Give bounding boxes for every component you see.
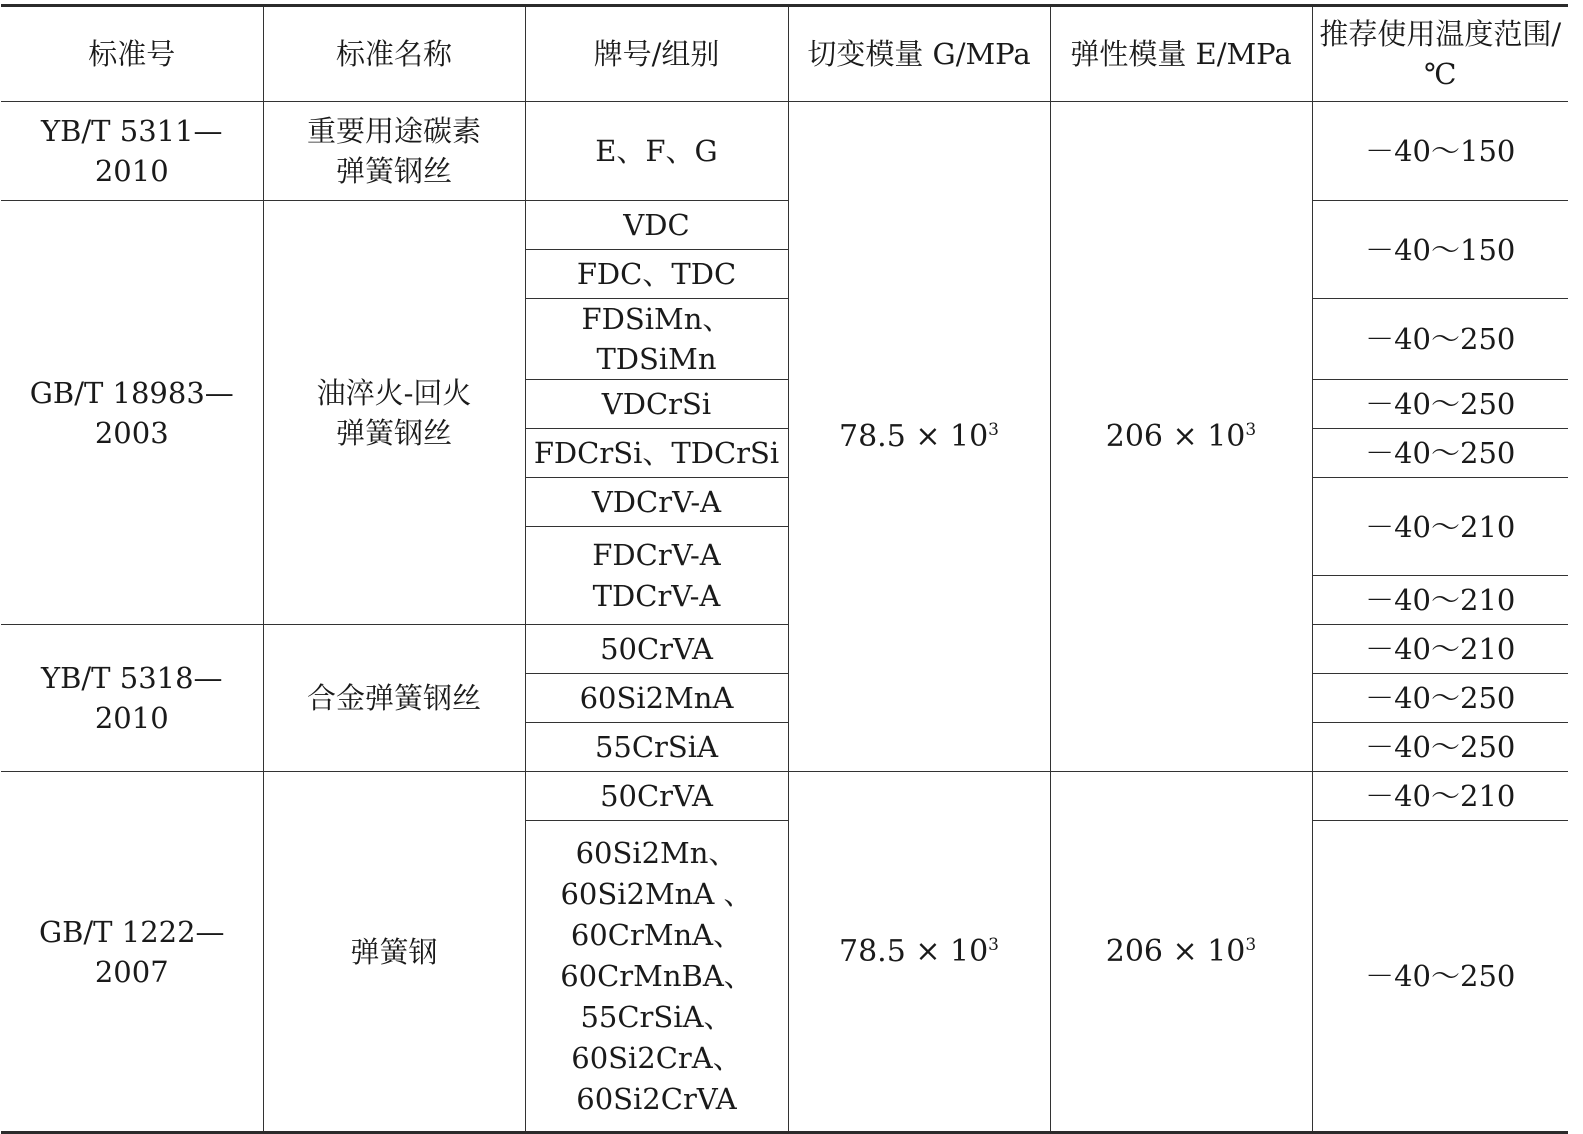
standard-no-cell: GB/T 1222—2007 — [1, 772, 263, 1133]
grade-cell: FDC、TDC — [525, 250, 788, 299]
grade-line: TDCrV-A — [592, 578, 721, 613]
header-elastic-modulus: 弹性模量 E/MPa — [1050, 6, 1312, 102]
temperature-cell: －40～150 — [1312, 102, 1568, 201]
grade-cell: 60Si2MnA — [525, 674, 788, 723]
temperature-cell: －40～210 — [1312, 625, 1568, 674]
table-row — [1, 625, 1568, 674]
spring-steel-spec-table — [1, 4, 1568, 1134]
header-standard-no: 标准号 — [1, 6, 263, 102]
shear-modulus-cell: $78.5 \times 10^3$ — [788, 102, 1050, 772]
grade-line: 60Si2Mn、 — [575, 835, 738, 870]
table-row — [1, 201, 1568, 250]
temperature-cell: －40～250 — [1312, 674, 1568, 723]
standard-no-cell: YB/T 5311—2010 — [1, 102, 263, 201]
grade-cell: FDSiMn、TDSiMn — [525, 299, 788, 380]
grade-cell: VDC — [525, 201, 788, 250]
grade-cell: 50CrVA — [525, 625, 788, 674]
grade-line: 55CrSiA、 — [580, 999, 733, 1034]
standard-name-cell: 弹簧钢 — [263, 772, 525, 1133]
temperature-cell: －40～210 — [1312, 576, 1568, 625]
header-standard-name: 标准名称 — [263, 6, 525, 102]
shear-modulus-cell: $78.5 \times 10^3$ — [788, 772, 1050, 1133]
grade-cell: VDCrV-A — [525, 478, 788, 527]
temperature-cell: －40～210 — [1312, 478, 1568, 576]
standard-name-cell: 合金弹簧钢丝 — [263, 625, 525, 772]
table-row — [1, 102, 1568, 201]
grade-line: FDCrV-A — [592, 537, 721, 572]
standard-name-cell: 油淬火-回火弹簧钢丝 — [263, 201, 525, 625]
grade-cell: E、F、G — [525, 102, 788, 201]
header-row — [1, 6, 1568, 102]
grade-cell — [525, 821, 788, 1133]
grade-line: 60Si2MnA 、 — [560, 876, 753, 911]
grade-line: 60CrMnBA、 — [560, 958, 753, 993]
standard-no-cell: GB/T 18983—2003 — [1, 201, 263, 625]
header-grade: 牌号/组别 — [525, 6, 788, 102]
grade-line: 60Si2CrVA — [576, 1081, 737, 1116]
grade-cell — [525, 527, 788, 625]
temperature-cell: －40～250 — [1312, 299, 1568, 380]
temperature-cell: －40～250 — [1312, 380, 1568, 429]
temperature-cell: －40～250 — [1312, 429, 1568, 478]
grade-line: 60Si2CrA、 — [571, 1040, 742, 1075]
elastic-modulus-cell: $206 \times 10^3$ — [1050, 772, 1312, 1133]
grade-line: 60CrMnA、 — [570, 917, 743, 952]
grade-cell: VDCrSi — [525, 380, 788, 429]
temperature-cell: －40～250 — [1312, 821, 1568, 1133]
elastic-modulus-cell: $206 \times 10^3$ — [1050, 102, 1312, 772]
standard-name-cell: 重要用途碳素弹簧钢丝 — [263, 102, 525, 201]
table-row — [1, 772, 1568, 821]
temperature-cell: －40～150 — [1312, 201, 1568, 299]
grade-cell: 50CrVA — [525, 772, 788, 821]
grade-cell: 55CrSiA — [525, 723, 788, 772]
temperature-cell: －40～250 — [1312, 723, 1568, 772]
grade-cell: FDCrSi、TDCrSi — [525, 429, 788, 478]
header-temperature-range: 推荐使用温度范围/℃ — [1312, 6, 1568, 102]
header-shear-modulus: 切变模量 G/MPa — [788, 6, 1050, 102]
standard-no-cell: YB/T 5318—2010 — [1, 625, 263, 772]
temperature-cell: －40～210 — [1312, 772, 1568, 821]
